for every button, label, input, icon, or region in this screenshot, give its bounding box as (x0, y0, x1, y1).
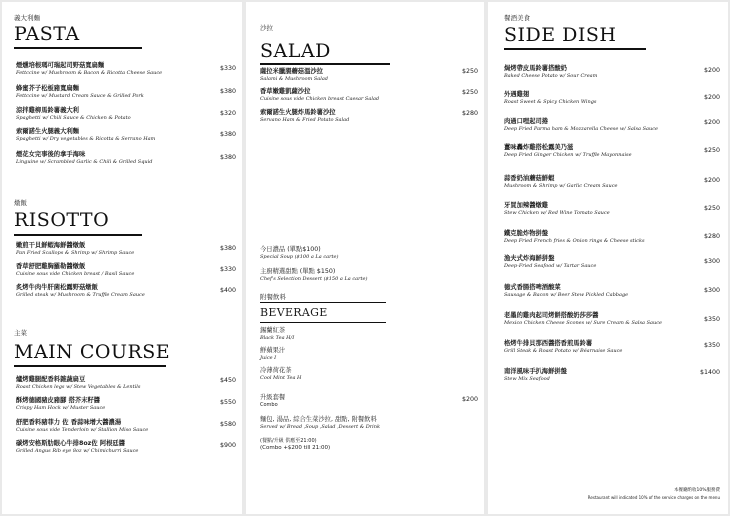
item-name-en: Salami & Mushroom Salad (260, 76, 329, 82)
item-name-en: Stew Chicken w/ Red Wine Tomato Sauce (504, 210, 610, 216)
item-name-en: Stew Mix Seafood (504, 376, 550, 382)
item-name-en: Servano Ham & Fried Potato Salad (260, 117, 350, 123)
item-name-en: Baked Cheese Potato w/ Sour Cream (504, 73, 598, 79)
item-price: $350 (703, 342, 720, 349)
item-price: $200 (703, 177, 720, 184)
beverage-item (260, 367, 301, 382)
combo-en: Served w/ Bread ,Soup ,Salad ,Dessert & Drink (260, 424, 381, 430)
item-price: $250 (461, 89, 478, 96)
item-name-zh: 薩拉米臘腸蘑菇溫沙拉 (260, 68, 323, 75)
menu-item (16, 376, 140, 391)
beverage-bottom-rule (260, 322, 386, 323)
combo-description (260, 416, 380, 431)
item-name-en: Spaghetti w/ Dry vegetables & Ricotta & Serrano Ham (16, 136, 156, 142)
main-title-rule (14, 365, 166, 367)
item-name-zh: 老墨的雞肉起司烤餅搭酸奶莎莎醬 (504, 312, 599, 319)
menu-panel-left (2, 2, 242, 514)
item-name-en: Deep-Fried Seafood w/ Tartar Sauce (504, 263, 597, 269)
item-price: $550 (219, 399, 236, 406)
item-price: $400 (219, 287, 236, 294)
service-charge-en: Restaurant will indicated 10% of the service charges on the menu (587, 494, 720, 500)
side-category-label: 餐酒美食 (504, 14, 530, 22)
salad-title-rule (260, 63, 390, 65)
item-price: $380 (219, 88, 236, 95)
salad-title: SALAD (260, 40, 331, 62)
menu-item (260, 109, 349, 124)
item-name-zh: 碳烤安格斯肋眼心牛排8oz佐 阿根廷醬 (16, 440, 126, 447)
item-name-en: Combo (260, 402, 278, 408)
item-price: $300 (703, 287, 720, 294)
item-name-en: Juice I (260, 355, 277, 361)
item-name-zh: 舒肥香料豬菲力 佐 香蒜味增大醬濃湯 (16, 419, 122, 426)
item-name-en: Cuisine sous vide Chicken breast / Basil Sauce (16, 271, 135, 277)
item-name-zh: 香草舒肥雞胸羅勒醬燉飯 (16, 263, 86, 270)
service-charge-zh: 本餐廳酌收10%服務費 (673, 488, 720, 493)
item-name-zh: 主廚精選甜點 (單點 $150) (260, 268, 336, 275)
menu-item (16, 128, 155, 143)
item-name-en: Grilled steak w/ Mushroom & Truffle Cream Sauce (16, 292, 145, 298)
item-name-en: Roast Chicken legs w/ Stew Vegetables & Lentils (16, 384, 141, 390)
item-name-zh: 煙花女完事後的拿手海味 (16, 151, 86, 158)
item-price: $320 (219, 110, 236, 117)
menu-item (504, 118, 658, 133)
item-name-en: Fettccine w/ Mushroom & Bacon & Ricotta Cheese Sauce (16, 70, 163, 76)
item-name-en: Linguine w/ Scrambled Garlic & Chili & Grilled Squid (16, 159, 153, 165)
menu-item (504, 91, 597, 106)
menu-panel-middle (246, 2, 484, 514)
item-price: $900 (219, 442, 236, 449)
item-name-zh: 肉過口哩起司捲 (504, 118, 549, 125)
item-price: $350 (703, 316, 720, 323)
item-price: $200 (703, 119, 720, 126)
menu-item (16, 151, 152, 166)
menu-item (504, 284, 628, 299)
item-name-en: Crispy Ham Hock w/ Muster Sauce (16, 405, 106, 411)
menu-item (504, 312, 662, 327)
menu-item (16, 62, 162, 77)
upgrade-item (260, 394, 285, 409)
item-name-zh: 炙烤牛肉牛肝菌松露野菇燉飯 (16, 284, 98, 291)
beverage-title: BEVERAGE (260, 306, 328, 319)
menu-item (504, 144, 632, 159)
special-item (260, 246, 338, 261)
item-name-en: Chef's Selection Dessert ($150 a La carte) (260, 276, 368, 282)
item-name-zh: 爐烤雞腿配香料雜蔬扁豆 (16, 376, 86, 383)
item-name-zh: 鮮蘋果汁 (260, 347, 286, 354)
menu-item (16, 284, 145, 299)
risotto-title-rule (14, 234, 142, 236)
item-price: $380 (219, 154, 236, 161)
item-name-en: Fettccine w/ Mustard Cream Sauce & Grilled Pork (16, 93, 144, 99)
item-name-en: Cool Mint Tea H (260, 375, 302, 381)
menu-item (16, 242, 134, 257)
beverage-item (260, 327, 294, 342)
menu-item (504, 175, 617, 190)
item-price: $380 (219, 131, 236, 138)
menu-item (504, 230, 645, 245)
pasta-title: PASTA (14, 23, 80, 45)
item-name-en: Grilled Angus Rib eye 8oz w/ Chimichurri Sauce (16, 448, 139, 454)
item-name-zh: 鐵克脆炸物拼盤 (504, 230, 549, 237)
menu-item (504, 340, 622, 355)
menu-item (16, 85, 144, 100)
risotto-title: RISOTTO (14, 209, 110, 231)
pasta-title-rule (14, 47, 142, 49)
item-name-en: Black Tea H/I (260, 335, 295, 341)
item-name-zh: 錫蘭紅茶 (260, 327, 286, 334)
menu-item (16, 419, 148, 434)
main-title: MAIN COURSE (14, 341, 171, 363)
item-name-zh: 嫩煎干貝鮮蝦海鮮醬燉飯 (16, 242, 86, 249)
item-name-en: Mexico Chicken Cheese Scones w/ Sure Cream & Salsa Sauce (504, 320, 662, 326)
item-name-zh: 索爾諾生火腿義大利麵 (16, 128, 79, 135)
item-name-zh: 酥烤德國豬皮豬腳 搭芥末籽醬 (16, 397, 101, 404)
item-name-en: Pan Fried Scallops & Shrimp w/ Shrimp Sauce (16, 250, 135, 256)
item-price: $250 (703, 147, 720, 154)
item-name-zh: 蒜香奶油蘑菇鮮蝦 (504, 175, 555, 182)
item-price: $330 (219, 65, 236, 72)
item-name-en: Cuisine sous vide Tenderloin w/ Stallion Miso Sauce (16, 427, 149, 433)
item-name-zh: 涼拌雞柳馬鈴薯義大利 (16, 107, 79, 114)
menu-item (16, 440, 138, 455)
item-price: $250 (703, 205, 720, 212)
item-price: $200 (703, 94, 720, 101)
item-name-zh: 薑味轟炸雞搭松露美乃滋 (504, 144, 574, 151)
item-name-zh: 外遇雞翅 (504, 91, 530, 98)
item-name-zh: 升級套餐 (260, 394, 286, 401)
beverage-category-label: 附餐飲料 (260, 293, 286, 301)
menu-item (260, 68, 328, 83)
menu-item (16, 107, 131, 122)
item-name-en: Deep Fried French fries & Onion rings & Cheese sticks (504, 238, 645, 244)
item-name-zh: 今日濃品 (單點$100) (260, 246, 321, 253)
item-name-en: Spaghetti w/ Chili Sauce & Chicken & Potato (16, 115, 131, 121)
item-name-zh: 焗烤帶皮馬鈴薯搭酸奶 (504, 65, 567, 72)
special-item (260, 268, 367, 283)
side-title: SIDE DISH (504, 24, 617, 46)
item-price: $580 (219, 421, 236, 428)
menu-item (16, 397, 105, 412)
beverage-top-rule (260, 302, 386, 303)
service-charge-note (588, 488, 720, 501)
menu-item (260, 88, 379, 103)
combo-zh: 麵包, 湯品, 綜合生菜沙拉, 甜點, 附餐飲料 (260, 416, 377, 423)
beverage-item (260, 347, 285, 362)
side-title-rule (504, 48, 646, 50)
item-price: $200 (461, 396, 478, 403)
menu-item (16, 263, 134, 278)
item-price: $450 (219, 377, 236, 384)
item-name-zh: 蜂蜜芥子松板豬寬扁麵 (16, 85, 79, 92)
item-name-zh: 漁夫式炸海鮮拼盤 (504, 255, 555, 262)
combo-note-en: (Combo +$200 till 21:00) (260, 444, 331, 451)
main-category-label: 主菜 (14, 329, 27, 337)
item-price: $300 (703, 258, 720, 265)
item-name-en: Deep Fried Ginger Chicken w/ Truffle Mayonnaise (504, 152, 632, 158)
item-price: $250 (461, 68, 478, 75)
item-name-zh: 德式香腸搭啤酒酸菜 (504, 284, 561, 291)
menu-item (504, 255, 596, 270)
item-name-zh: 香草嫩雞凱薩沙拉 (260, 88, 311, 95)
item-price: $1400 (699, 369, 720, 376)
item-name-zh: 牙買加辣醬燉雞 (504, 202, 549, 209)
pasta-category-label: 義大利麵 (14, 14, 40, 22)
salad-category-label: 沙拉 (260, 24, 273, 32)
item-name-en: Special Soup ($100 a La carte) (260, 254, 339, 260)
menu-item (504, 368, 567, 383)
item-name-en: Sausage & Bacon w/ Beer Stew Pickled Cabbage (504, 292, 629, 298)
menu-item (504, 202, 610, 217)
item-price: $330 (219, 266, 236, 273)
item-name-en: Deep Fried Parma ham & Mozzarella Cheese w/ Salsa Sauce (504, 126, 658, 132)
item-name-zh: 冷薄荷花茶 (260, 367, 292, 374)
item-name-zh: 煙燻培根瑪可瑞起司野菇寬扁麵 (16, 62, 105, 69)
menu-item (504, 65, 597, 80)
item-price: $200 (703, 67, 720, 74)
item-price: $280 (461, 110, 478, 117)
item-name-zh: 索爾諾生火腿炸馬鈴薯沙拉 (260, 109, 336, 116)
item-price: $280 (703, 233, 720, 240)
combo-note-zh: (餐點/升級 供應至21:00) (260, 438, 317, 444)
item-name-zh: 南洋風味手扒海鮮拼盤 (504, 368, 567, 375)
item-name-en: Grill Steak & Roast Potato w/ Béarnaise Sauce (504, 348, 623, 354)
item-name-en: Roast Sweet & Spicy Chicken Wings (504, 99, 597, 105)
item-price: $380 (219, 245, 236, 252)
item-name-zh: 格烤牛排貝那西醬搭香煎馬鈴薯 (504, 340, 593, 347)
risotto-category-label: 燉飯 (14, 199, 27, 207)
combo-note (260, 438, 330, 451)
item-name-en: Mushroom & Shrimp w/ Garlic Cream Sauce (504, 183, 618, 189)
menu-panel-right (488, 2, 728, 514)
item-name-en: Cuisine sous vide Chicken breast Caesar Salad (260, 96, 380, 102)
